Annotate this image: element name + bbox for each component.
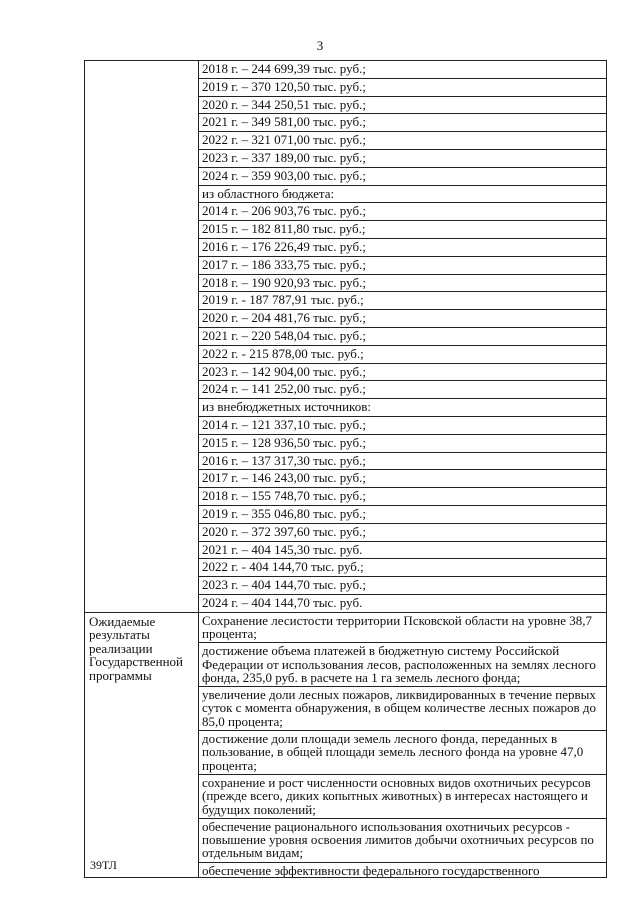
financing-line: 2019 г. – 370 120,50 тыс. руб.; (199, 79, 606, 97)
financing-line: 2018 г. – 244 699,39 тыс. руб.; (199, 61, 606, 79)
financing-line: 2019 г. – 355 046,80 тыс. руб.; (199, 506, 606, 524)
result-item: увеличение доли лесных пожаров, ликвидированных в течение первых суток с момента обнаружения, в общем количестве лесных пожаров до 85,0 процента; (199, 687, 606, 731)
financing-line: 2015 г. – 128 936,50 тыс. руб.; (199, 435, 606, 453)
result-item: обеспечение рационального использования охотничьих ресурсов - повышение уровня освоения лимитов добычи охотничьих ресурсов по отдельным видам; (199, 819, 606, 863)
financing-row (85, 61, 607, 613)
result-item: обеспечение эффективности федерального государственного (202, 862, 540, 877)
financing-line: 2021 г. – 349 581,00 тыс. руб.; (199, 114, 606, 132)
financing-line: 2016 г. – 176 226,49 тыс. руб.; (199, 239, 606, 257)
document-code: 39ТЛ (90, 858, 117, 872)
financing-line: 2024 г. – 141 252,00 тыс. руб.; (199, 381, 606, 399)
financing-line: 2021 г. – 404 145,30 тыс. руб. (199, 542, 606, 560)
financing-line: 2017 г. – 186 333,75 тыс. руб.; (199, 257, 606, 275)
financing-line: 2014 г. – 121 337,10 тыс. руб.; (199, 417, 606, 435)
financing-line: 2016 г. – 137 317,30 тыс. руб.; (199, 453, 606, 471)
financing-line: 2023 г. – 337 189,00 тыс. руб.; (199, 150, 606, 168)
results-label-cell (85, 612, 199, 877)
financing-line: из областного бюджета: (199, 186, 606, 204)
financing-line: 2020 г. – 204 481,76 тыс. руб.; (199, 310, 606, 328)
financing-line: из внебюджетных источников: (199, 399, 606, 417)
financing-line: 2022 г. – 321 071,00 тыс. руб.; (199, 132, 606, 150)
financing-line: 2018 г. – 155 748,70 тыс. руб.; (199, 488, 606, 506)
results-items-cell (199, 612, 607, 877)
financing-lines (199, 61, 606, 612)
financing-line: 2024 г. – 359 903,00 тыс. руб.; (199, 168, 606, 186)
result-item: достижение доли площади земель лесного фонда, переданных в пользование, в общей площади земель лесного фонда на уровне 47,0 процента; (199, 731, 606, 775)
financing-line: 2014 г. – 206 903,76 тыс. руб.; (199, 203, 606, 221)
result-item: сохранение и рост численности основных видов охотничьих ресурсов (прежде всего, диких копытных животных) в интересах настоящего и будущих поколений; (199, 775, 606, 819)
financing-line: 2020 г. – 344 250,51 тыс. руб.; (199, 97, 606, 115)
financing-line: 2017 г. – 146 243,00 тыс. руб.; (199, 470, 606, 488)
financing-line: 2015 г. – 182 811,80 тыс. руб.; (199, 221, 606, 239)
financing-line: 2018 г. – 190 920,93 тыс. руб.; (199, 275, 606, 293)
results-row (85, 612, 607, 877)
financing-values-cell (199, 61, 607, 613)
financing-line: 2023 г. – 142 904,00 тыс. руб.; (199, 364, 606, 382)
program-passport-table (84, 60, 607, 878)
financing-line: 2021 г. – 220 548,04 тыс. руб.; (199, 328, 606, 346)
financing-line: 2024 г. – 404 144,70 тыс. руб. (202, 594, 363, 610)
financing-label-cell (85, 61, 199, 613)
financing-line: 2022 г. - 404 144,70 тыс. руб.; (199, 559, 606, 577)
financing-line: 2019 г. - 187 787,91 тыс. руб.; (199, 292, 606, 310)
financing-line: 2020 г. – 372 397,60 тыс. руб.; (199, 524, 606, 542)
financing-line: 2022 г. - 215 878,00 тыс. руб.; (199, 346, 606, 364)
result-item: Сохранение лесистости территории Псковской области на уровне 38,7 процента; (199, 613, 606, 644)
result-item: достижение объема платежей в бюджетную систему Российской Федерации от использования лесов, расположенных на землях лесного фонда, 235,0 руб. в расчете на 1 га земель лесного фонда; (199, 643, 606, 687)
page-number: 3 (316, 38, 324, 53)
results-label: Ожидаемые результаты реализации Государственной программы (89, 613, 184, 683)
results-items (199, 613, 606, 877)
financing-line: 2023 г. – 404 144,70 тыс. руб.; (199, 577, 606, 595)
